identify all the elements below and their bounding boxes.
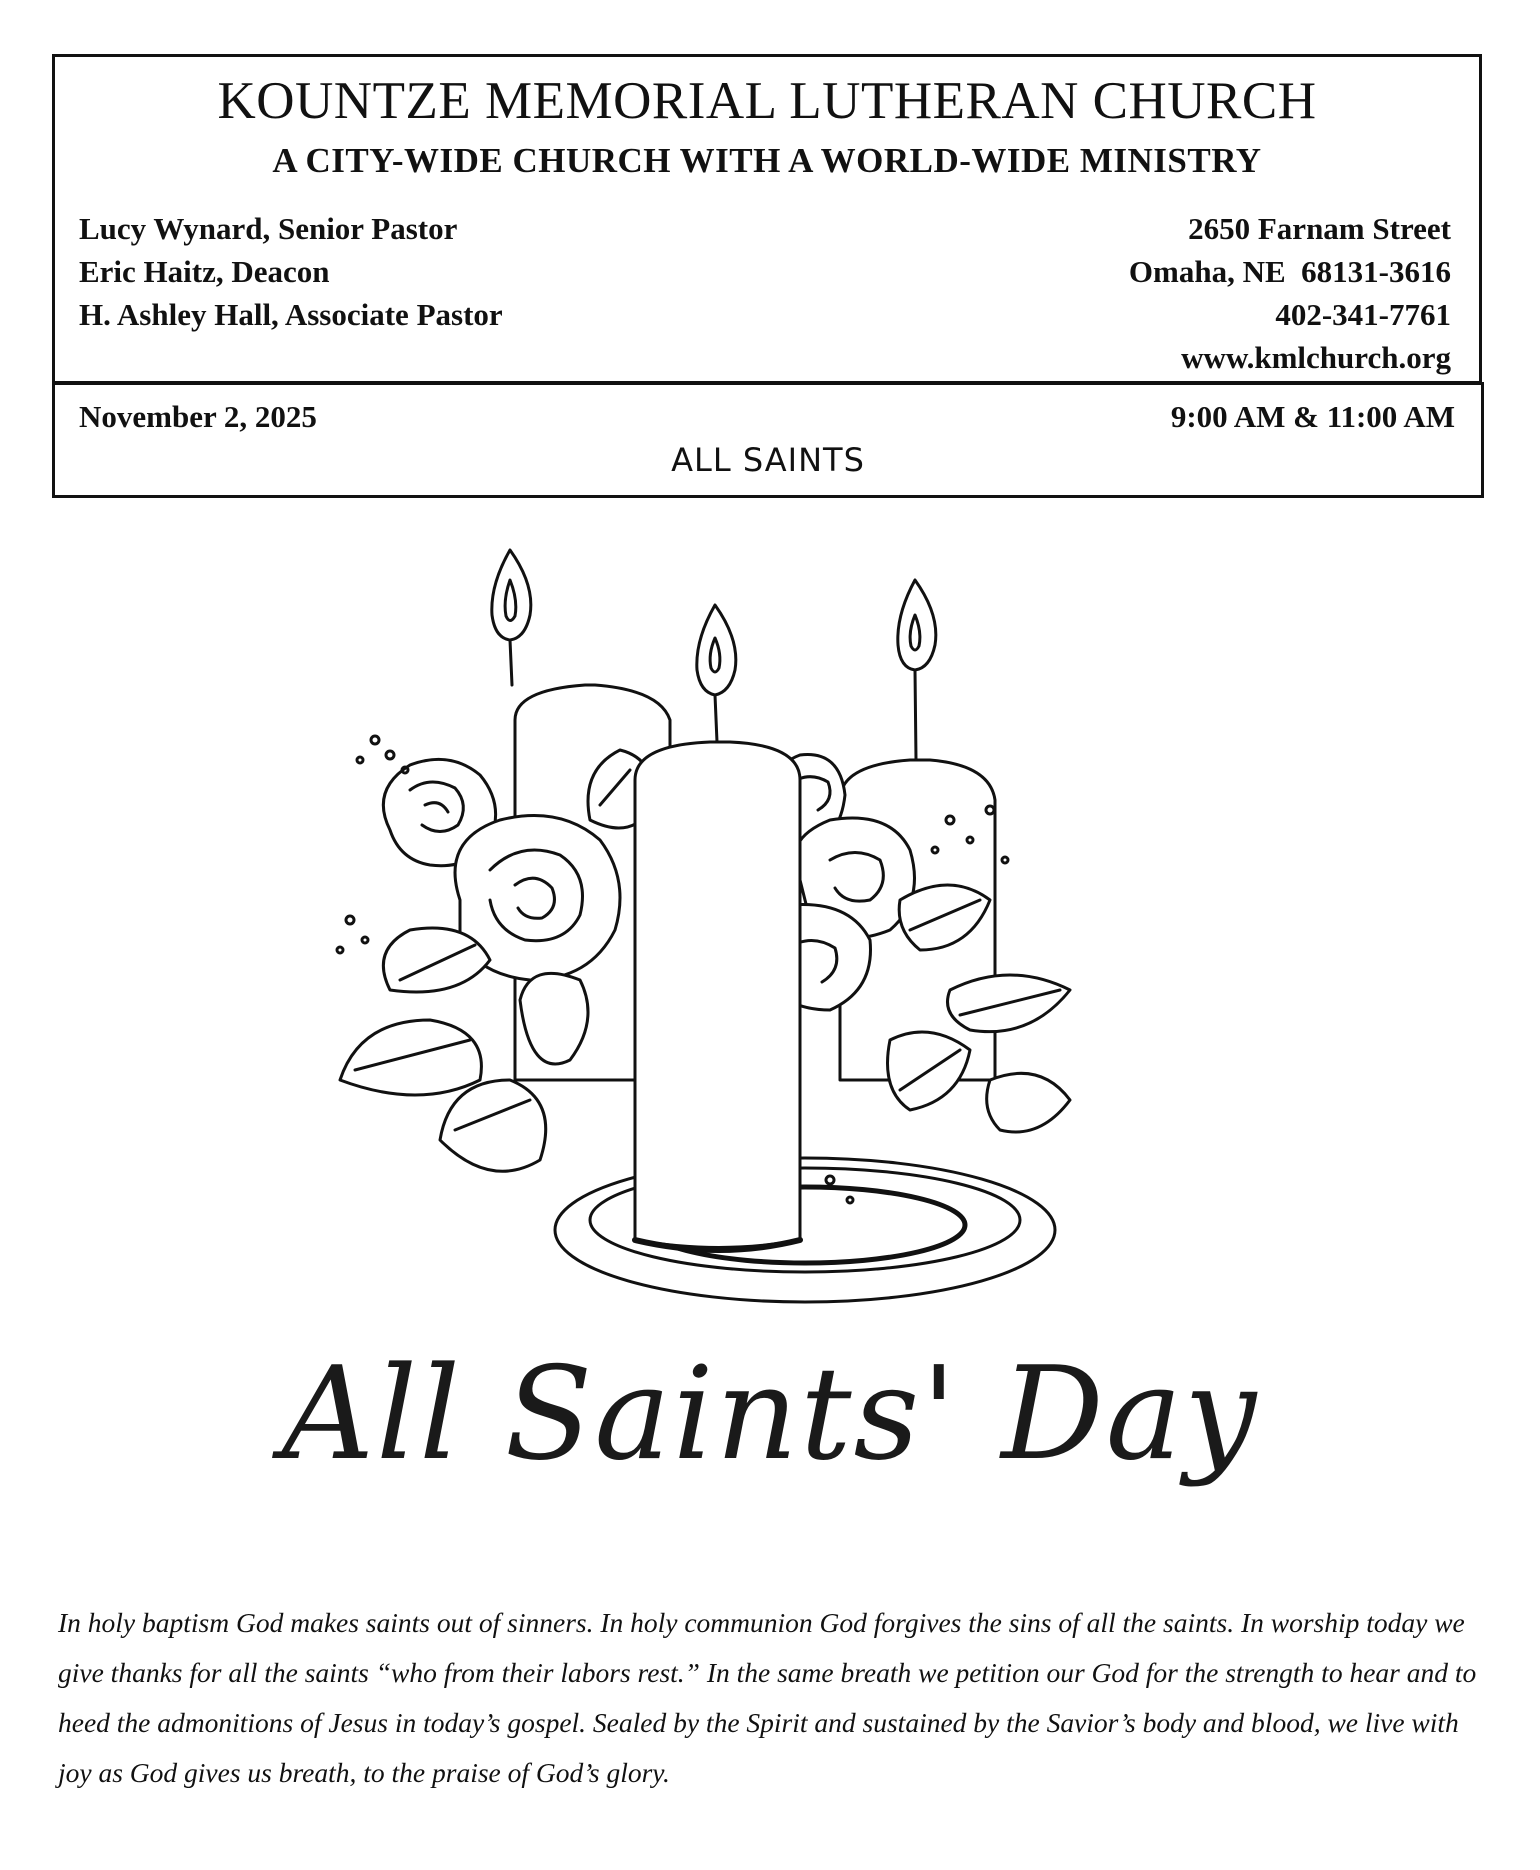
- address-street: 2650 Farnam Street: [1188, 211, 1451, 246]
- church-address: [1129, 207, 1451, 379]
- church-tagline: A CITY-WIDE CHURCH WITH A WORLD-WIDE MINISTRY: [272, 141, 1262, 180]
- sunday-name: ALL SAINTS: [671, 441, 865, 479]
- church-header: [52, 54, 1482, 384]
- church-name: KOUNTZE MEMORIAL LUTHERAN CHURCH: [217, 72, 1317, 130]
- center-candle: [635, 605, 800, 1250]
- service-date: November 2, 2025: [79, 399, 317, 434]
- service-times: 9:00 AM & 11:00 AM: [1170, 399, 1455, 434]
- address-phone: 402-341-7761: [1275, 297, 1451, 332]
- address-website: www.kmlchurch.org: [1181, 340, 1451, 375]
- intro-paragraph: In holy baptism God makes saints out of sinners. In holy communion God forgives the sins of all the saints. In worship today we give thanks for all the saints “who from their labors rest.” In the same breath we petition our God for the strength to hear and to heed the admonitions of Jesus in today’s gospel. Sealed by the Spirit and sustained by the Savior’s body and blood, we live with joy as God gives us breath, to the praise of God’s glory.: [58, 1607, 1477, 1788]
- candle-plate: [555, 1158, 1055, 1302]
- staff-deacon: Eric Haitz, Deacon: [79, 254, 330, 289]
- staff-associate-pastor: H. Ashley Hall, Associate Pastor: [79, 297, 503, 332]
- staff-senior-pastor: Lucy Wynard, Senior Pastor: [79, 211, 458, 246]
- candles-roses-illustration: [330, 520, 1280, 1330]
- address-city: Omaha, NE 68131-3616: [1128, 254, 1451, 289]
- staff-list: [79, 207, 503, 336]
- service-info: [52, 382, 1484, 498]
- all-saints-day-title: All Saints' Day: [281, 1340, 1259, 1489]
